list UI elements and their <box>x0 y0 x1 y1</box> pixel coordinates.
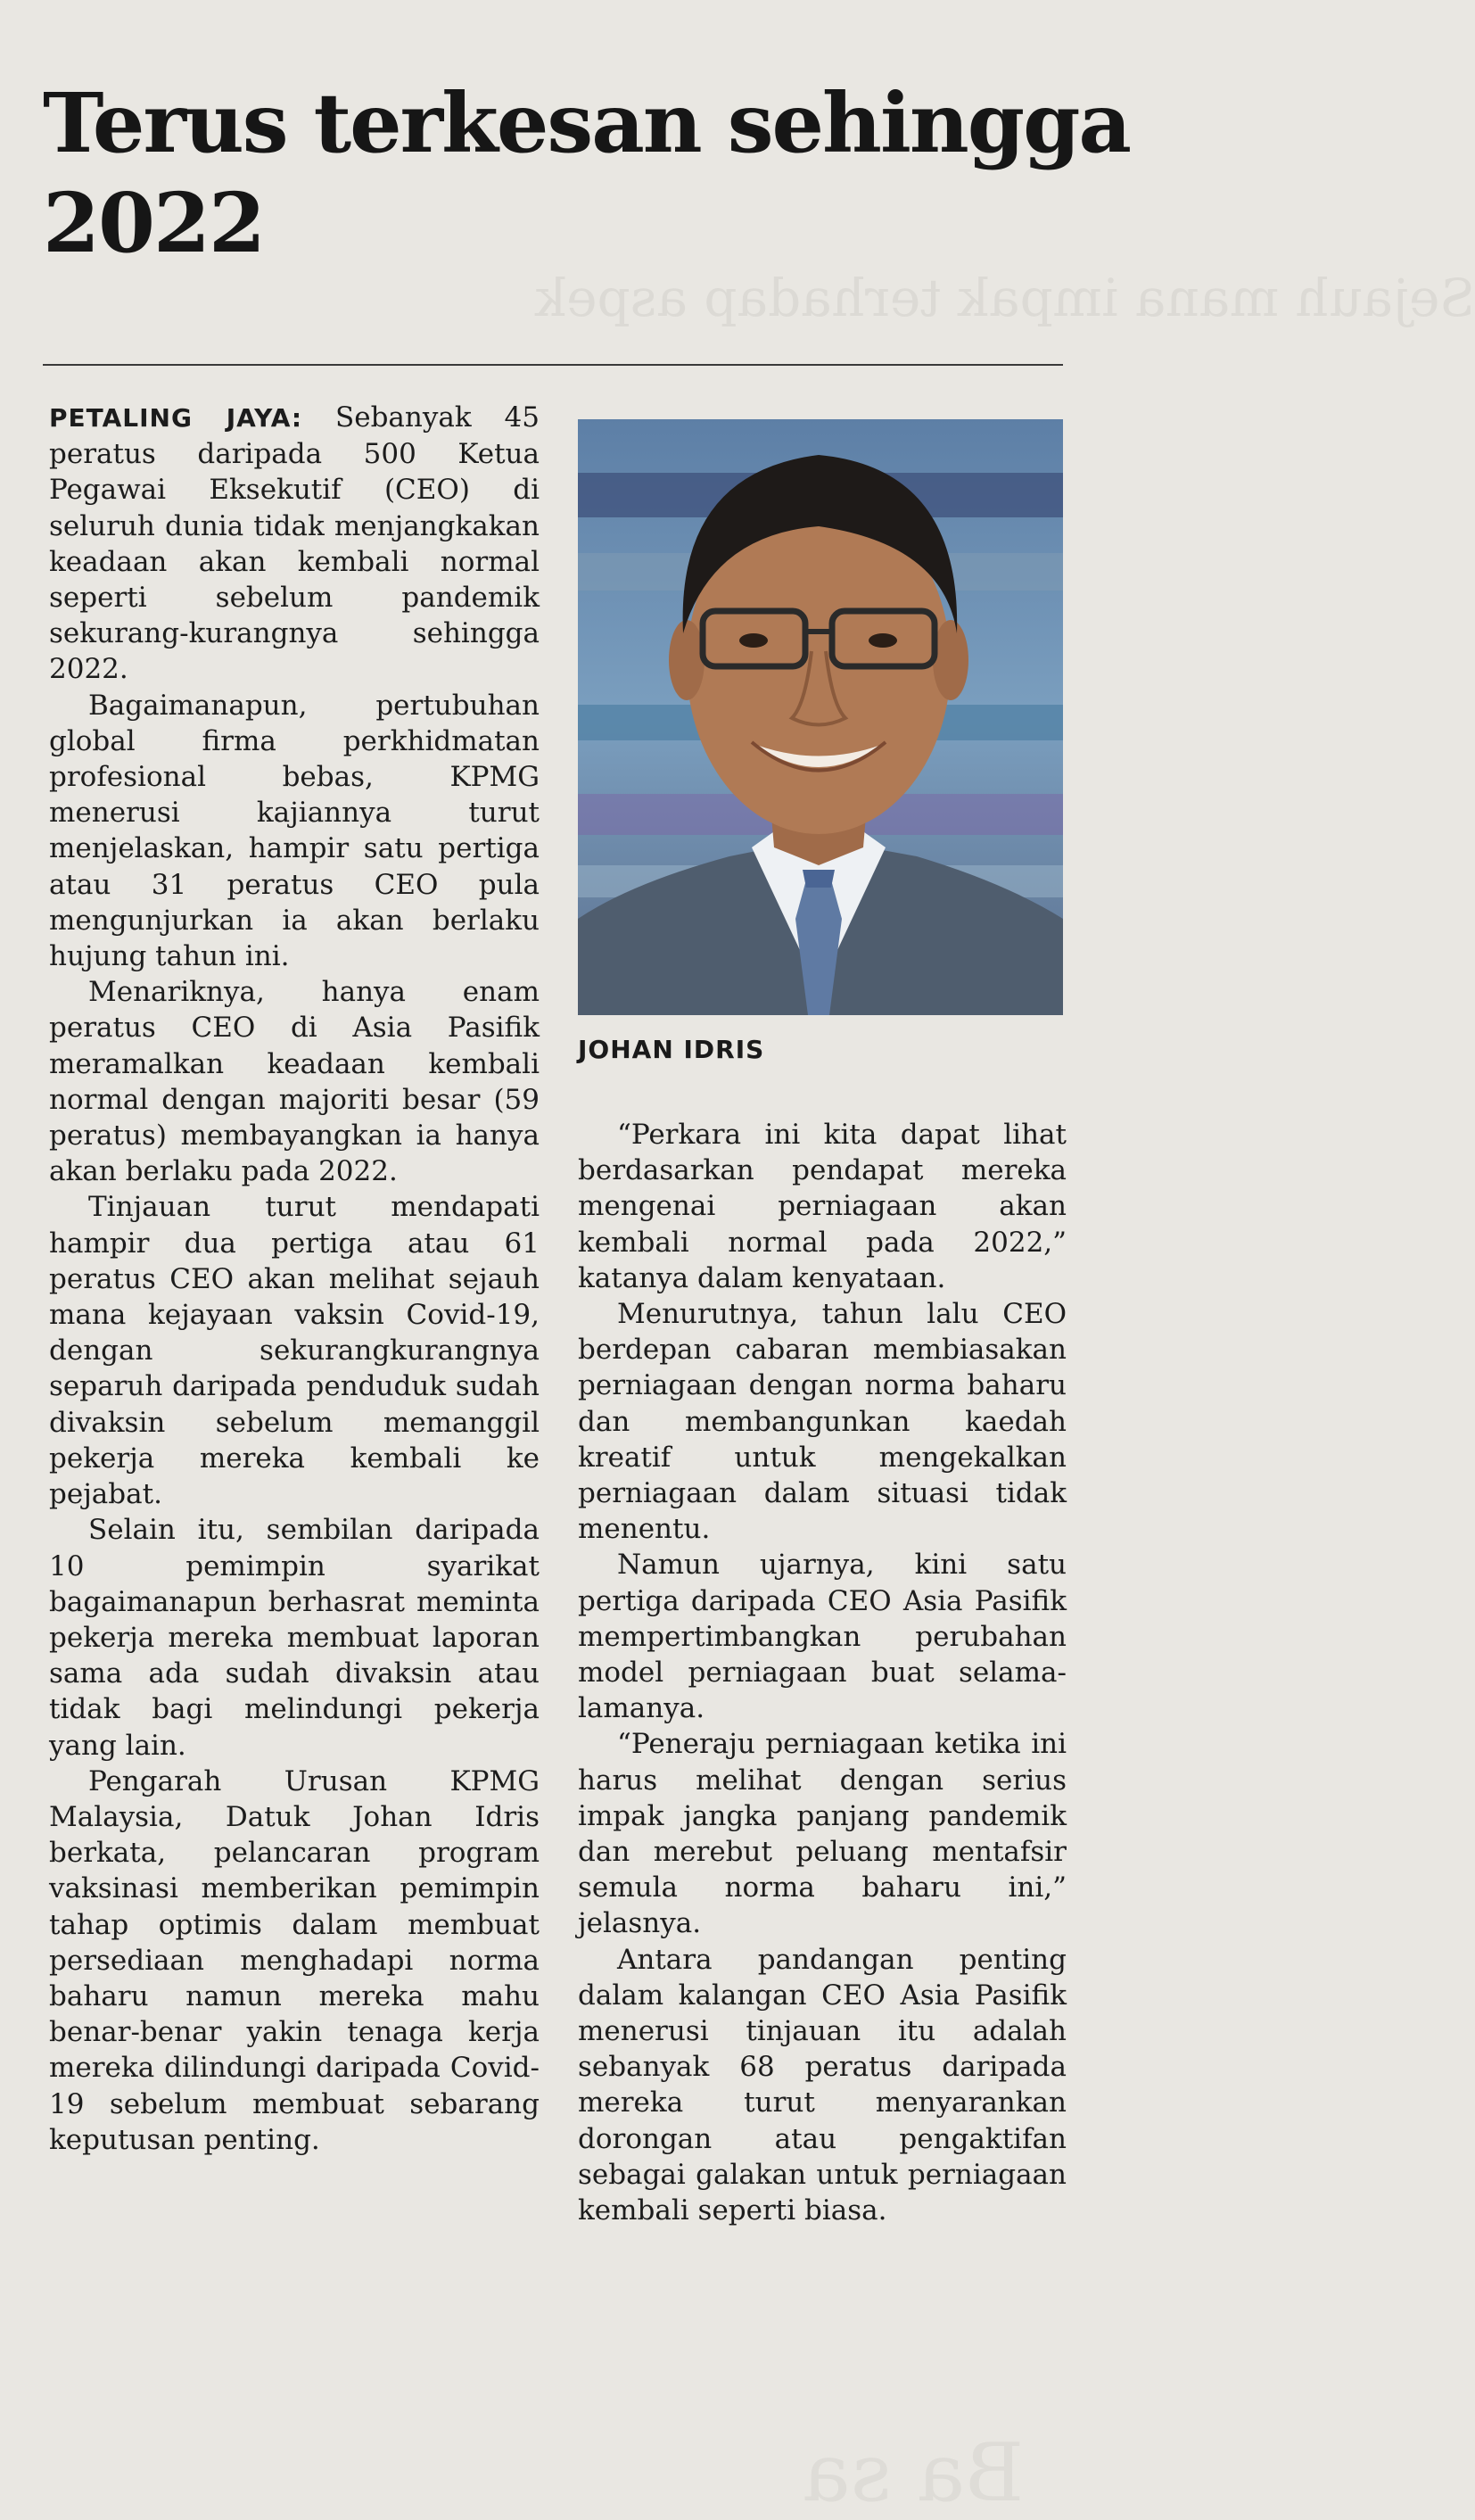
headline: Terus terkesan sehingga 2022 <box>43 75 1131 271</box>
bleed-through-text: Ba sa <box>803 2426 1025 2520</box>
paragraph <box>49 400 540 688</box>
paragraph: Bagaimanapun, pertubuhan global firma perkhidmatan profesional bebas, KPMG menerusi kajiannya turut menjelaskan, hampir satu pertiga atau 31 peratus CEO pula mengunjurkan ia akan berlaku hujung tahun ini. <box>49 689 540 973</box>
paragraph: Selain itu, sembilan daripada 10 pemimpin syarikat bagaimanapun berhasrat meminta pekerja mereka membuat laporan sama ada sudah divaksin atau tidak bagi melindungi pekerja yang lain. <box>49 1514 540 1762</box>
paragraph: Antara pandangan penting dalam kalangan CEO Asia Pasifik menerusi tinjauan itu adalah sebanyak 68 peratus daripada mereka turut menyarankan dorongan atau pengaktifan sebagai galakan untuk perniagaan kembali seperti biasa. <box>578 1943 1067 2227</box>
paragraph: Menurutnya, tahun lalu CEO berdepan cabaran membiasakan perniagaan dengan norma baharu dan membangunkan kaedah kreatif untuk mengekalkan perniagaan dalam situasi tidak menentu. <box>578 1298 1067 1546</box>
right-column <box>578 1117 1067 2228</box>
left-column <box>49 400 540 2158</box>
bleed-through-text: Sejauh mana impak terhadap aspek <box>535 268 1475 328</box>
headline-rule <box>43 364 1063 366</box>
paragraph: Menariknya, hanya enam peratus CEO di Asia Pasifik meramalkan keadaan kembali normal dengan majoriti besar (59 peratus) membayangkan ia hanya akan berlaku pada 2022. <box>49 976 540 1188</box>
paragraph: Pengarah Urusan KPMG Malaysia, Datuk Johan Idris berkata, pelancaran program vaksinasi memberikan pemimpin tahap optimis dalam membuat persediaan menghadapi norma baharu namun mereka mahu benar-benar yakin tenaga kerja mereka dilindungi daripada Covid-19 sebelum membuat sebarang keputusan penting. <box>49 1764 540 2156</box>
portrait-illustration <box>578 419 1063 1015</box>
paragraph: “Peneraju perniagaan ketika ini harus melihat dengan serius impak jangka panjang pandemik dan merebut peluang mentafsir semula norma baharu ini,” jelasnya. <box>578 1728 1067 1940</box>
paragraph: “Perkara ini kita dapat lihat berdasarkan pendapat mereka mengenai perniagaan akan kembali normal pada 2022,” katanya dalam kenyataan. <box>578 1119 1067 1294</box>
portrait-photo <box>578 419 1063 1015</box>
paragraph-text: Sebanyak 45 peratus daripada 500 Ketua Pegawai Eksekutif (CEO) di seluruh dunia tidak menjangkakan keadaan akan kembali normal seperti sebelum pandemik sekurang-kurangnya sehingga 2022. <box>49 401 540 686</box>
dateline: PETALING JAYA: <box>49 403 303 433</box>
paragraph: Namun ujarnya, kini satu pertiga daripada CEO Asia Pasifik mempertimbangkan perubahan model perniagaan buat selama-lamanya. <box>578 1549 1067 1725</box>
paragraph: Tinjauan turut mendapati hampir dua pertiga atau 61 peratus CEO akan melihat sejauh mana kejayaan vaksin Covid-19, dengan sekurangkurangnya separuh daripada penduduk sudah divaksin sebelum memanggil pekerja mereka kembali ke pejabat. <box>49 1191 540 1511</box>
photo-caption: JOHAN IDRIS <box>578 1035 765 1064</box>
